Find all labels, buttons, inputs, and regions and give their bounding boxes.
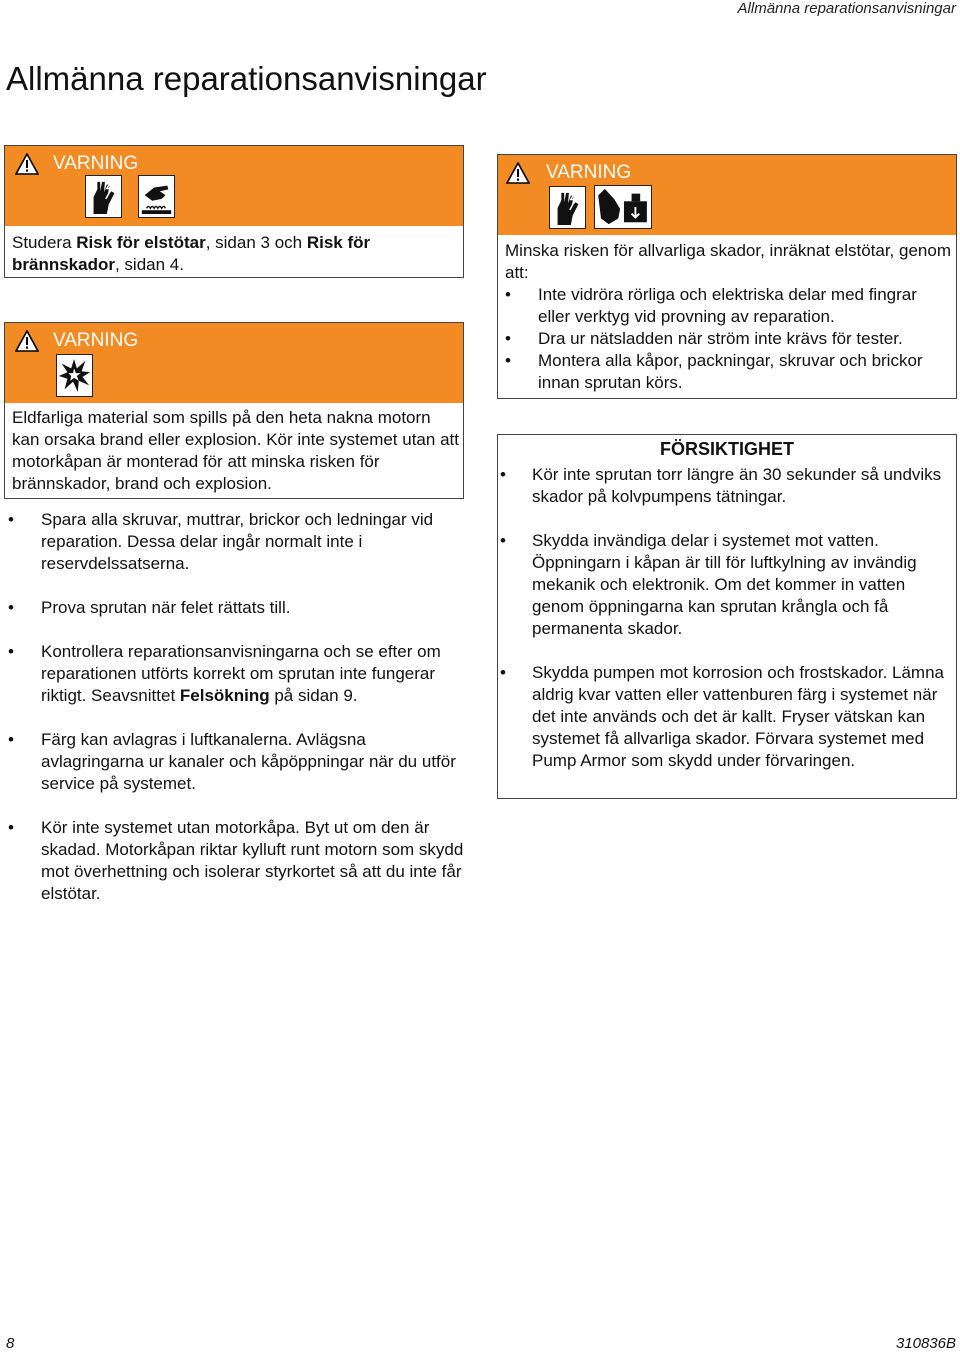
list-item — [8, 597, 473, 619]
warning-label: VARNING — [546, 162, 632, 183]
list-item-text: Kör inte systemet utan motorkåpa. Byt ut om den är skadad. Motorkåpan riktar kylluft runt motorn som skydd mot överhettning och isolerar styrkortet så att du inte får elstötar. — [41, 818, 464, 903]
repair-instructions-list — [8, 509, 473, 927]
warning-box-moving-parts-shock — [497, 154, 957, 399]
list-item — [8, 641, 473, 707]
list-item-text: Dra ur nätsladden när ström inte krävs för tester. — [538, 329, 903, 348]
moving-parts-icon — [594, 185, 652, 229]
list-item-text: Skydda invändiga delar i systemet mot vatten. Öppningarn i kåpan är till för luftkylning av invändig mekanik och elektronik. Om det kommer in vatten genom öppningarna kan sprutan krångla och få permanenta skador. — [532, 531, 917, 638]
ref-shock-hazard: Risk för elstötar — [76, 233, 206, 252]
warning-box-fire-explosion — [4, 322, 464, 499]
warning-label: VARNING — [53, 153, 139, 174]
caution-title: FÖRSIKTIGHET — [660, 439, 794, 459]
warning-box-burn-shock — [4, 145, 464, 278]
warning-header — [498, 155, 956, 235]
electric-shock-icon — [549, 186, 586, 229]
warning-triangle-icon — [15, 330, 39, 352]
list-item-text: Montera alla kåpor, packningar, skruvar och brickor innan sprutan körs. — [538, 351, 923, 392]
warning-label: VARNING — [53, 330, 139, 351]
warning-text — [505, 240, 953, 394]
page-number: 8 — [6, 1335, 15, 1352]
warning-text-pre: Studera — [12, 233, 77, 252]
list-item — [498, 662, 956, 772]
list-item-text: Spara alla skruvar, muttrar, brickor och ledningar vid reparation. Dessa delar ingår normalt inte i reservdelssatserna. — [41, 510, 434, 573]
warning-text — [12, 232, 452, 276]
list-item — [8, 509, 473, 575]
ref-burn-hazard: Risk för brännskador — [12, 233, 371, 274]
list-item — [505, 328, 953, 350]
list-item-text-pre: Kontrollera reparationsanvisningarna och se efter om reparationen utförts korrekt om sprutan inte fungerar riktigt. Seavsnittet — [41, 642, 441, 705]
list-item — [498, 530, 956, 640]
list-item-text: Skydda pumpen mot korrosion och frostskador. Lämna aldrig kvar vatten eller vattenburen färg i systemet när det inte används och det är kallt. Fryser vätskan kan systemet få allvarliga skador. Förvara systemet med Pump Armor som skydd under förvaringen. — [532, 663, 944, 770]
list-item — [8, 817, 473, 905]
running-header: Allmänna reparationsanvisningar — [737, 0, 956, 17]
list-item-text: Färg kan avlagras i luftkanalerna. Avlägsna avlagringarna ur kanaler och kåpöppningar när du utför service på systemet. — [41, 730, 456, 793]
list-item — [498, 464, 956, 508]
caution-box — [497, 434, 957, 799]
explosion-icon — [56, 354, 93, 397]
list-item-text: Inte vidröra rörliga och elektriska delar med fingrar eller verktyg vid provning av reparation. — [538, 285, 917, 326]
electric-shock-icon — [85, 175, 122, 218]
warning-triangle-icon — [15, 153, 39, 175]
burn-hot-surface-icon — [138, 175, 175, 218]
document-number: 310836B — [895, 1335, 956, 1352]
warning-text — [12, 407, 460, 495]
list-item-text: Prova sprutan när felet rättats till. — [41, 598, 291, 617]
list-item-text-post: på sidan 9. — [269, 686, 358, 705]
caution-list — [498, 464, 956, 772]
warning-paragraph: Eldfarliga material som spills på den heta nakna motorn kan orsaka brand eller explosion. Kör inte systemet utan att motorkåpan är monterad för att minska risken för brännskador, brand och explosion. — [12, 408, 459, 493]
list-item-text: Kör inte sprutan torr längre än 30 sekunder så undviks skador på kolvpumpens tätningar. — [532, 465, 942, 506]
ref-troubleshooting: Felsökning — [179, 686, 270, 705]
warning-text-post: , sidan 4. — [114, 255, 184, 274]
list-item — [505, 284, 953, 328]
warning-triangle-icon — [506, 162, 530, 184]
warning-text-mid: , sidan 3 och — [205, 233, 307, 252]
list-item — [505, 350, 953, 394]
warning-intro: Minska risken för allvarliga skador, inräknat elstötar, genom att: — [505, 241, 951, 282]
warning-header — [5, 146, 463, 226]
warning-header — [5, 323, 463, 403]
page-title: Allmänna reparationsanvisningar — [6, 60, 487, 97]
list-item — [8, 729, 473, 795]
